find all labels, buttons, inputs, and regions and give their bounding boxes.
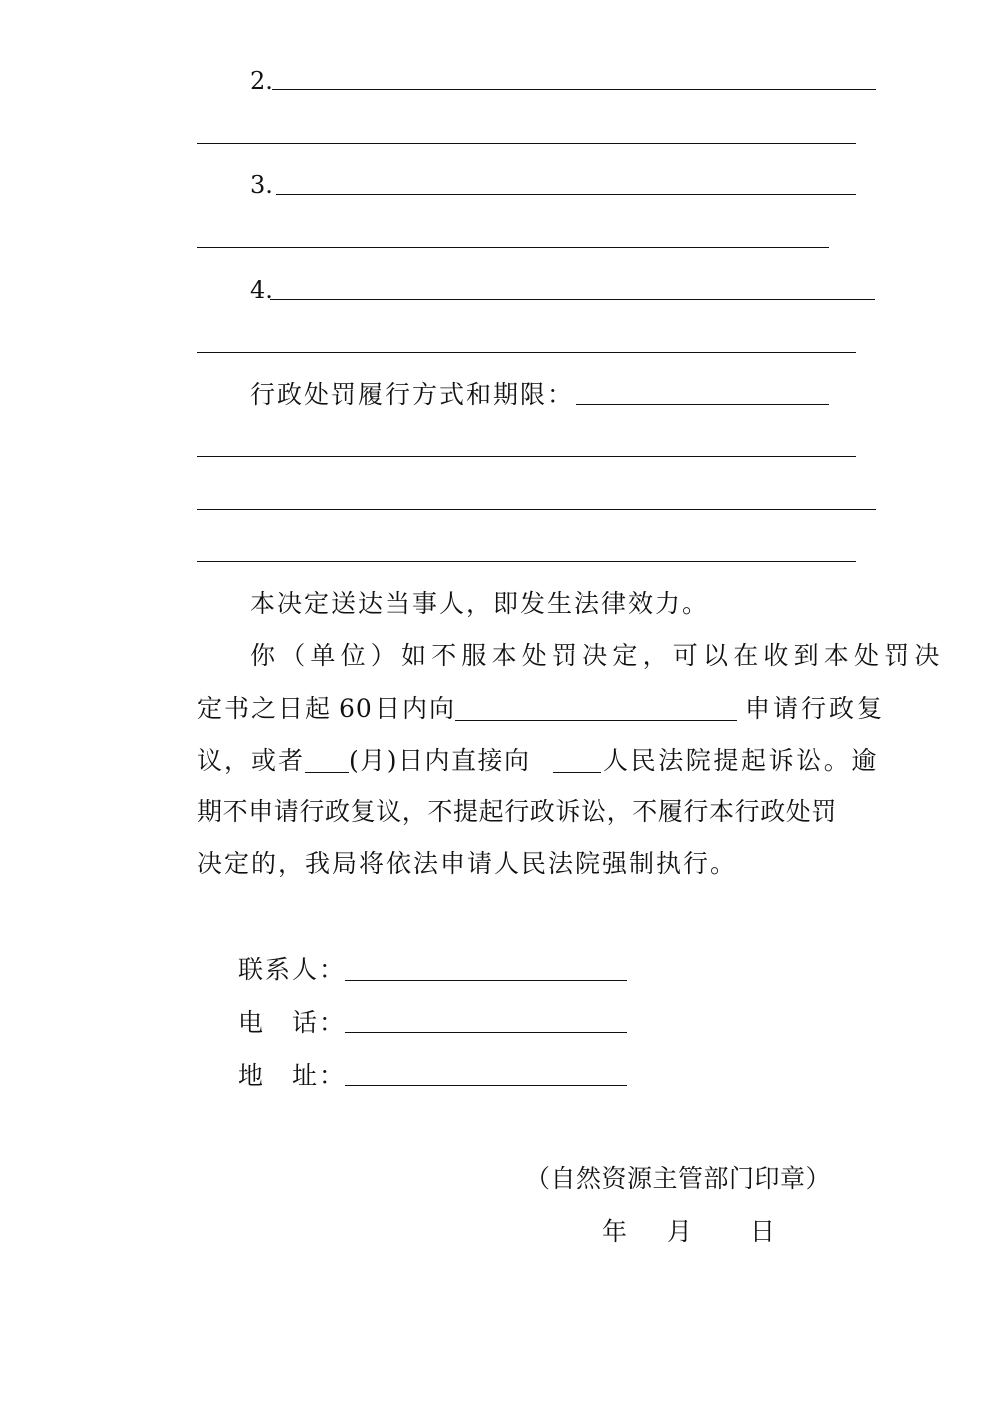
- appeal-text-line-2: [197, 691, 887, 723]
- date-year: 年: [602, 1217, 630, 1246]
- address-label: 地 址：: [238, 1061, 347, 1090]
- appeal-days-number: 60: [339, 694, 373, 723]
- execution-line-2[interactable]: [197, 509, 876, 510]
- item-2-continuation-line[interactable]: [197, 143, 856, 144]
- legal-effect-text: 本决定送达当事人，即发生法律效力。: [250, 589, 710, 618]
- address-blank[interactable]: [345, 1085, 627, 1086]
- execution-method-blank[interactable]: [576, 404, 829, 405]
- lawsuit-period-blank[interactable]: [305, 746, 349, 773]
- execution-line-1[interactable]: [197, 456, 856, 457]
- appeal-line-2-part-a: 定书之日起: [197, 694, 333, 723]
- item-4-continuation-line[interactable]: [197, 352, 856, 353]
- item-3-label: 3.: [250, 171, 273, 199]
- contact-person-label: 联系人：: [238, 955, 347, 984]
- appeal-line-2-part-b: 日内向: [375, 694, 457, 723]
- appeal-line-2-part-c: 申请行政复: [745, 694, 886, 723]
- date-month: 月: [667, 1217, 695, 1246]
- execution-line-3[interactable]: [197, 561, 856, 562]
- item-4-label: 4.: [250, 276, 273, 304]
- appeal-text-line-1: 你（单位）如不服本处罚决定，可以在收到本处罚决: [250, 641, 945, 670]
- appeal-text-line-4: 期不申请行政复议，不提起行政诉讼，不履行本行政处罚: [197, 797, 838, 826]
- review-authority-blank[interactable]: [455, 694, 737, 721]
- item-2-blank-line[interactable]: [272, 89, 876, 90]
- appeal-line-3-part-a: 议，或者: [197, 746, 306, 775]
- item-4-blank-line[interactable]: [270, 299, 875, 300]
- phone-blank[interactable]: [345, 1032, 627, 1033]
- execution-method-label: 行政处罚履行方式和期限：: [250, 380, 575, 409]
- item-3-continuation-line[interactable]: [197, 247, 829, 248]
- appeal-text-line-3: [197, 743, 887, 775]
- appeal-text-line-5: 决定的，我局将依法申请人民法院强制执行。: [197, 849, 738, 878]
- phone-label: 电 话：: [238, 1008, 347, 1037]
- contact-person-blank[interactable]: [345, 980, 627, 981]
- seal-placeholder: （自然资源主管部门印章）: [525, 1164, 832, 1193]
- item-3-blank-line[interactable]: [276, 194, 856, 195]
- date-day: 日: [750, 1217, 778, 1246]
- court-name-blank[interactable]: [553, 746, 601, 773]
- appeal-line-3-part-c: 人民法院提起诉讼。逾: [603, 746, 880, 775]
- appeal-line-3-part-b: (月)日内直接向: [349, 746, 531, 775]
- item-2-label: 2.: [250, 67, 273, 95]
